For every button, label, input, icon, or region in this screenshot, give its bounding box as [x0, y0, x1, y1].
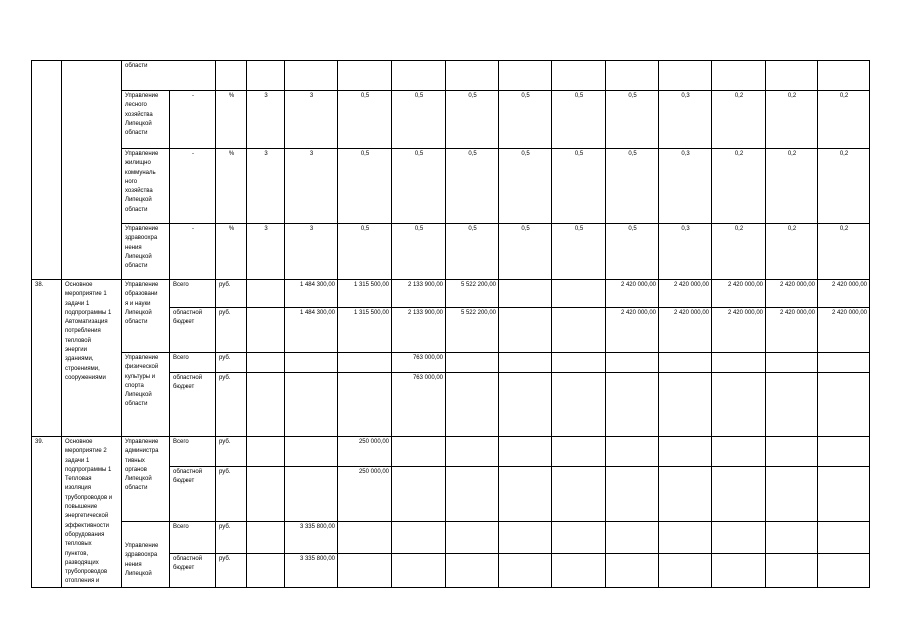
value-cell: 0,5	[446, 149, 499, 224]
unit-cell: %	[216, 91, 247, 149]
value-cell: 2 133 900,00	[392, 308, 446, 353]
value-cell: 2 420 000,00	[712, 308, 766, 353]
dash-cell: -	[170, 91, 216, 149]
value-cell: 0,3	[659, 149, 712, 224]
value-cell: 3 335 800,00	[285, 553, 338, 587]
executor-cell: Управление лесного хозяйства Липецкой области	[122, 91, 170, 149]
executor-cell: Управление администра тивных органов Липецкой области	[122, 437, 170, 522]
continued-name-cell	[62, 61, 122, 280]
value-cell: 2 420 000,00	[818, 308, 870, 353]
source-cell: областной бюджет	[170, 467, 216, 522]
value-cell: 0,2	[766, 149, 818, 224]
measure-name: Основное мероприятие 1 задачи 1 подпрограммы 1 Автоматизация потребления тепловой энергии зданиями, строениями, сооружениями	[62, 280, 122, 437]
value-cell: 3 335 800,00	[285, 522, 338, 554]
value-cell: 5 522 200,00	[446, 280, 499, 308]
value-cell: 0,5	[606, 224, 659, 280]
value-cell: 0,2	[766, 224, 818, 280]
value-cell: 2 420 000,00	[659, 280, 712, 308]
value-cell: 0,2	[712, 224, 766, 280]
value-cell: 3	[247, 91, 285, 149]
value-cell: 0,5	[392, 224, 446, 280]
value-cell: 0,5	[499, 149, 552, 224]
value-cell: 0,5	[499, 91, 552, 149]
table-row	[32, 522, 870, 554]
value-cell: 0,5	[392, 149, 446, 224]
value-cell: 0,5	[446, 91, 499, 149]
executor-cell: Управление здравоохра нения Липецкой	[122, 522, 170, 588]
unit-cell: руб.	[216, 353, 247, 373]
unit-cell: руб.	[216, 373, 247, 437]
value-cell: 1 484 300,00	[285, 280, 338, 308]
value-cell: 0,2	[818, 149, 870, 224]
value-cell: 0,2	[766, 91, 818, 149]
value-cell: 0,5	[552, 149, 606, 224]
unit-cell: %	[216, 149, 247, 224]
value-cell: 0,5	[446, 224, 499, 280]
row-number: 39.	[32, 437, 62, 588]
value-cell: 0,3	[659, 224, 712, 280]
executor-cell: области	[122, 61, 216, 91]
source-cell: областной бюджет	[170, 373, 216, 437]
value-cell: 0,5	[338, 224, 392, 280]
value-cell: 2 420 000,00	[659, 308, 712, 353]
value-cell: 0,5	[552, 91, 606, 149]
value-cell: 2 420 000,00	[606, 280, 659, 308]
value-cell: 0,5	[392, 91, 446, 149]
executor-cell: Управление жилищно коммуналь ного хозяйства Липецкой области	[122, 149, 170, 224]
row-number: 38.	[32, 280, 62, 437]
table-row	[32, 280, 870, 308]
table-row	[32, 61, 870, 91]
value-cell: 0,2	[818, 224, 870, 280]
unit-cell: руб.	[216, 522, 247, 554]
value-cell: 5 522 200,00	[446, 308, 499, 353]
table-row	[32, 91, 870, 149]
value-cell: 0,5	[338, 149, 392, 224]
value-cell: 3	[285, 91, 338, 149]
table-row	[32, 437, 870, 467]
indicators-table	[31, 60, 870, 588]
unit-cell: руб.	[216, 308, 247, 353]
continued-num-cell	[32, 61, 62, 280]
value-cell: 2 420 000,00	[818, 280, 870, 308]
table-row	[32, 353, 870, 373]
value-cell: 0,5	[606, 149, 659, 224]
value-cell: 2 420 000,00	[766, 308, 818, 353]
source-cell: Всего	[170, 280, 216, 308]
value-cell: 3	[285, 149, 338, 224]
value-cell: 2 420 000,00	[712, 280, 766, 308]
executor-cell: Управление образовани я и науки Липецкой области	[122, 280, 170, 353]
value-cell: 2 420 000,00	[606, 308, 659, 353]
source-cell: областной бюджет	[170, 553, 216, 587]
unit-cell: руб.	[216, 437, 247, 467]
value-cell: 0,2	[818, 91, 870, 149]
value-cell: 0,5	[499, 224, 552, 280]
dash-cell: -	[170, 224, 216, 280]
value-cell: 0,2	[712, 91, 766, 149]
value-cell: 1 484 300,00	[285, 308, 338, 353]
value-cell: 250 000,00	[338, 437, 392, 467]
value-cell: 2 420 000,00	[766, 280, 818, 308]
value-cell: 0,3	[659, 91, 712, 149]
value-cell: 763 000,00	[392, 373, 446, 437]
value-cell: 250 000,00	[338, 467, 392, 522]
source-cell: Всего	[170, 437, 216, 467]
value-cell: 1 315 500,00	[338, 280, 392, 308]
value-cell: 2 133 900,00	[392, 280, 446, 308]
dash-cell: -	[170, 149, 216, 224]
value-cell: 3	[285, 224, 338, 280]
value-cell: 1 315 500,00	[338, 308, 392, 353]
value-cell: 0,2	[712, 149, 766, 224]
table-row	[32, 149, 870, 224]
value-cell: 3	[247, 224, 285, 280]
unit-cell: руб.	[216, 280, 247, 308]
source-cell: Всего	[170, 353, 216, 373]
value-cell: 0,5	[338, 91, 392, 149]
table-row	[32, 224, 870, 280]
source-cell: Всего	[170, 522, 216, 554]
value-cell: 3	[247, 149, 285, 224]
executor-cell: Управление физической культуры и спорта Липецкой области	[122, 353, 170, 437]
unit-cell: руб.	[216, 467, 247, 522]
unit-cell: руб.	[216, 553, 247, 587]
measure-name: Основное мероприятие 2 задачи 1 подпрограммы 1 Тепловая изоляция трубопроводов и повышение энергетической эффективности оборудования тепловых пунктов, разводящих трубопроводов отопления и	[62, 437, 122, 588]
value-cell: 0,5	[606, 91, 659, 149]
source-cell: областной бюджет	[170, 308, 216, 353]
unit-cell: %	[216, 224, 247, 280]
value-cell: 763 000,00	[392, 353, 446, 373]
executor-cell: Управление здравоохра нения Липецкой области	[122, 224, 170, 280]
value-cell: 0,5	[552, 224, 606, 280]
